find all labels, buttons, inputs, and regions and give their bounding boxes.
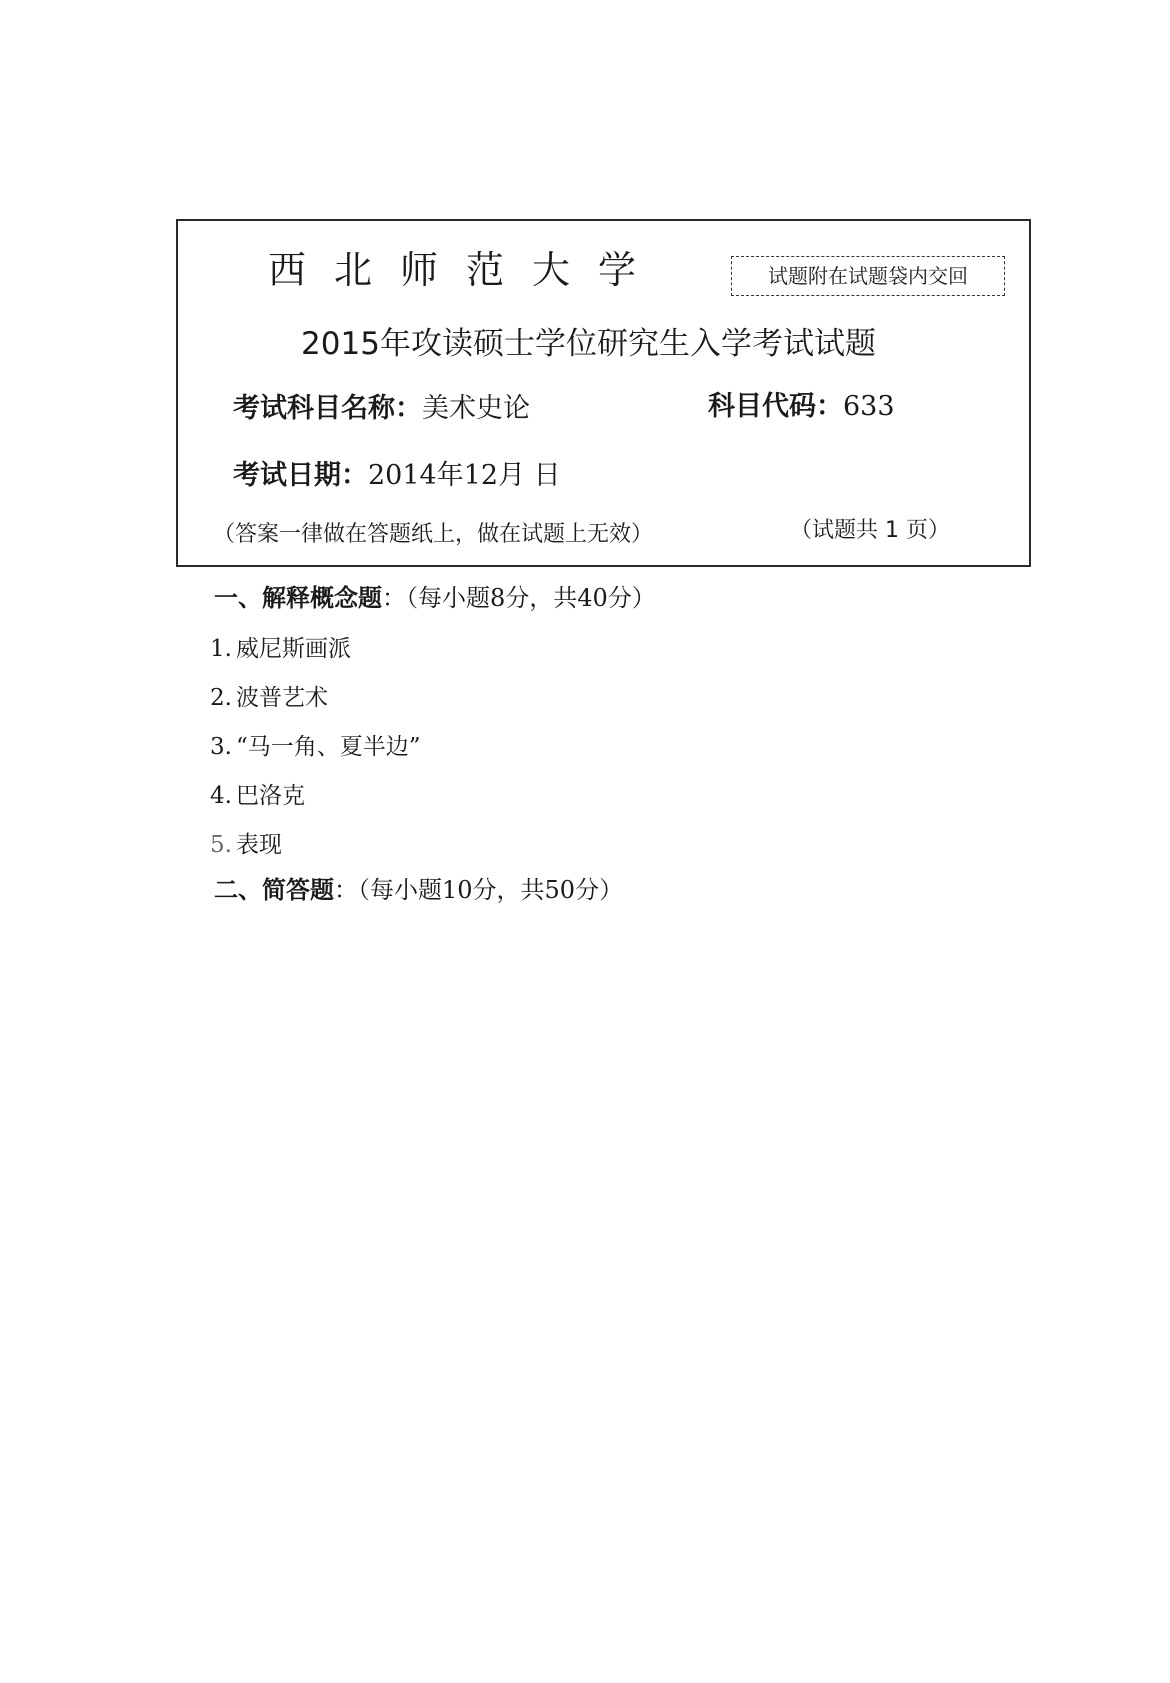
subject-value: 美术史论 <box>422 393 530 424</box>
code-value: 633 <box>843 391 895 422</box>
item-text: 巴洛克 <box>235 783 305 809</box>
date-value: 2014年12月 日 <box>368 460 561 491</box>
section-one-heading <box>214 578 656 613</box>
date-row <box>233 453 561 492</box>
list-item <box>210 679 328 712</box>
item-number: 4. <box>210 783 232 809</box>
section-title: 一、解释概念题 <box>214 584 382 612</box>
item-text: 波普艺术 <box>235 685 328 711</box>
list-item <box>210 728 420 761</box>
section-two-heading <box>214 870 623 905</box>
date-label: 考试日期： <box>233 460 368 491</box>
list-item <box>210 630 351 663</box>
exam-header-box <box>176 219 1031 567</box>
list-item <box>210 777 305 810</box>
item-number: 2. <box>210 685 232 711</box>
return-notice: 试题附在试题袋内交回 <box>731 256 1005 296</box>
item-text: 表现 <box>235 832 282 858</box>
code-label: 科目代码： <box>708 391 843 422</box>
item-text: “马一角、夏半边” <box>235 734 421 760</box>
item-text: 威尼斯画派 <box>235 636 351 662</box>
item-number: 5. <box>210 832 232 858</box>
answer-note: （答案一律做在答题纸上，做在试题上无效） <box>213 522 654 547</box>
section-title: 二、简答题 <box>214 876 334 904</box>
item-number: 3. <box>210 734 232 760</box>
exam-title: 2015年攻读硕士学位研究生入学考试试题 <box>301 326 876 362</box>
code-row <box>708 384 895 423</box>
university-name: 西北师范大学 <box>268 248 665 292</box>
page-count: （试题共 1 页） <box>790 518 950 543</box>
item-number: 1. <box>210 636 232 662</box>
subject-label: 考试科目名称： <box>233 393 422 424</box>
section-scoring: ：（每小题8分，共40分） <box>382 584 656 612</box>
subject-row <box>233 386 530 425</box>
section-scoring: ：（每小题10分，共50分） <box>334 876 624 904</box>
list-item <box>210 826 282 859</box>
